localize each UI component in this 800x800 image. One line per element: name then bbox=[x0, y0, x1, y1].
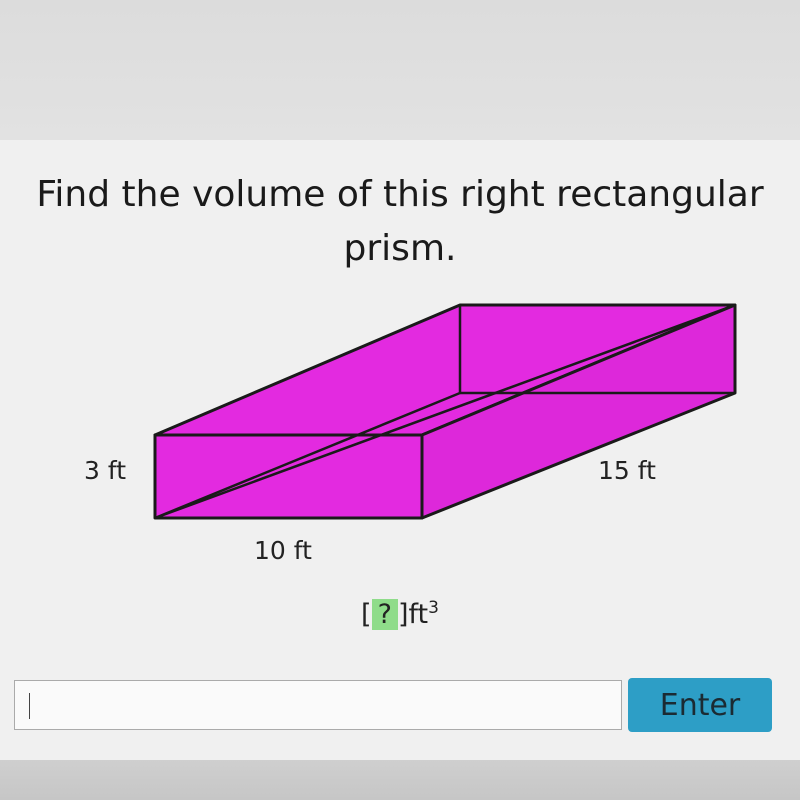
answer-placeholder[interactable]: ? bbox=[372, 599, 398, 630]
bottom-background bbox=[0, 760, 800, 800]
answer-template bbox=[0, 598, 800, 630]
height-label: 3 ft bbox=[84, 456, 127, 485]
answer-exponent: 3 bbox=[428, 598, 439, 618]
text-caret bbox=[29, 693, 30, 719]
question-line-2: prism. bbox=[343, 228, 457, 269]
answer-unit: ft bbox=[408, 599, 429, 630]
enter-button[interactable]: Enter bbox=[628, 678, 772, 732]
answer-close-bracket: ] bbox=[397, 599, 409, 630]
answer-open-bracket: [ bbox=[361, 599, 372, 630]
question-line-1: Find the volume of this right rectangular bbox=[36, 174, 764, 215]
length-label: 10 ft bbox=[254, 536, 312, 565]
answer-input[interactable] bbox=[14, 680, 622, 730]
prism-front-face bbox=[155, 435, 422, 518]
width-label: 15 ft bbox=[598, 456, 656, 485]
